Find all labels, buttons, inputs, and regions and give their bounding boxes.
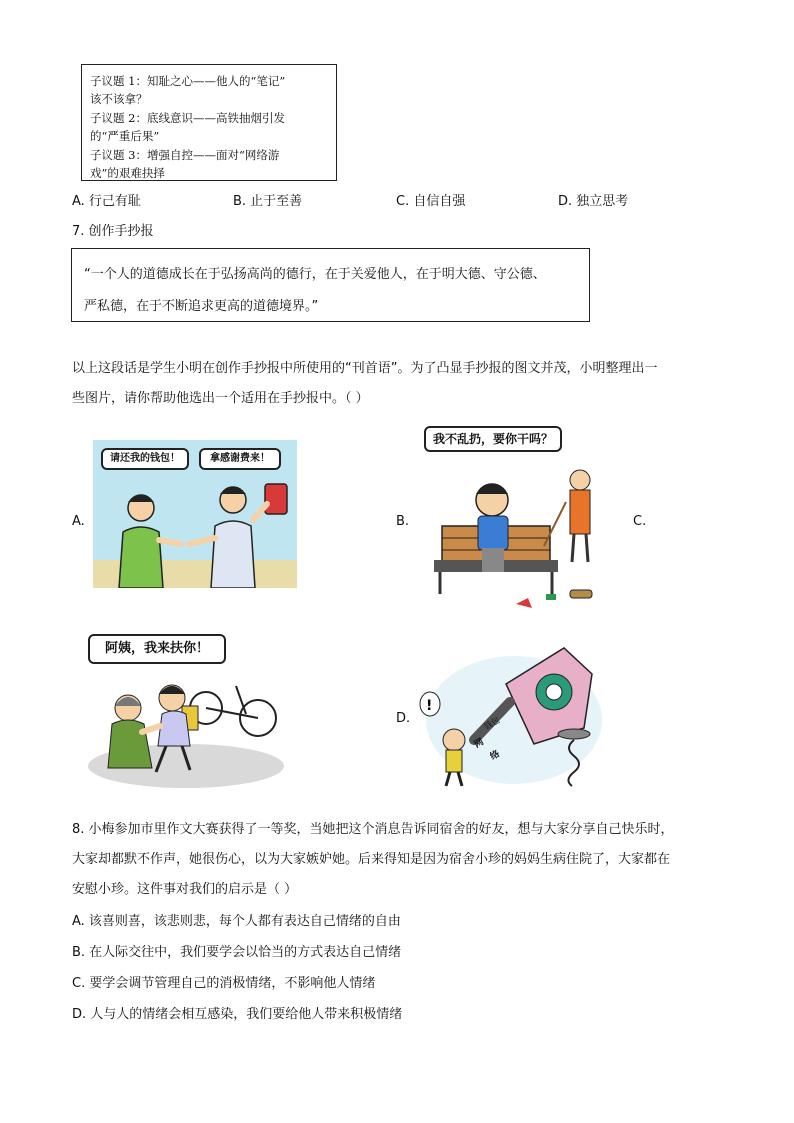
q7-title: 7. 创作手抄报 [72,224,154,239]
q8-option-c[interactable]: C. 要学会调节管理自己的消极情绪，不影响他人情绪 [72,976,376,991]
speech-bubble: 阿姨，我来扶你！ [88,634,226,664]
topic-line: 子议题 1：知耻之心——他人的“笔记” [90,74,286,88]
topic-line: 的“严重后果” [90,129,160,143]
q6-option-d[interactable]: D. 独立思考 [558,194,629,209]
q8-stem-line: 大家却都默不作声，她很伤心，以为大家嫉妒她。后来得知是因为宿舍小珍的妈妈生病住院了，大家都在 [72,852,671,867]
topic-line: 子议题 2：底线意识——高铁抽烟引发 [90,111,285,125]
speech-bubble: 我不乱扔，要你干吗？ [424,426,562,452]
q8-stem-line: 安慰小珍。这件事对我们的启示是（ ） [72,882,298,897]
sign-text: 钱包 [482,715,502,732]
sign-text: 网 [472,737,486,751]
sign-text: 络 [488,749,502,763]
quote-line: 严私德，在于不断追求更高的道德境界。” [84,299,319,314]
svg-text:!: ! [426,698,433,714]
q7-label-c[interactable]: C. [633,514,647,529]
picture-c-helping-elderly[interactable] [86,628,286,788]
q8-stem-line: 8. 小梅参加市里作文大赛获得了一等奖，当她把这个消息告诉同宿舍的好友，想与大家分享自己快乐时， [72,822,674,837]
q7-label-a[interactable]: A. [72,514,85,529]
quote-box [71,248,590,322]
q8-option-b[interactable]: B. 在人际交往中，我们要学会以恰当的方式表达自己情绪 [72,945,402,960]
picture-d-internet-game[interactable] [414,644,604,790]
topic-line: 戏”的艰难抉择 [90,166,165,180]
topic-line: 该不该拿？ [90,92,148,106]
picture-b-littering[interactable] [420,422,608,612]
picture-d-illustration [414,644,604,790]
q6-option-c[interactable]: C. 自信自强 [396,194,466,209]
q6-option-a[interactable]: A. 行己有耻 [72,194,141,209]
q7-label-b[interactable]: B. [396,514,410,529]
topic-line: 子议题 3：增强自控——面对“网络游 [90,148,280,162]
q7-stem-line: 些图片，请你帮助他选出一个适用在手抄报中。（ ） [72,391,369,406]
speech-bubble: 请还我的钱包！ [101,448,189,470]
q7-label-d[interactable]: D. [396,711,411,726]
q6-option-b[interactable]: B. 止于至善 [233,194,303,209]
picture-a-wallet-dispute[interactable] [93,440,297,588]
quote-line: “一个人的道德成长在于弘扬高尚的德行，在于关爱他人，在于明大德、守公德、 [84,267,546,282]
topic-box [81,64,337,181]
q8-option-d[interactable]: D. 人与人的情绪会相互感染，我们要给他人带来积极情绪 [72,1007,403,1022]
q8-option-a[interactable]: A. 该喜则喜，该悲则悲，每个人都有表达自己情绪的自由 [72,914,401,929]
q7-stem-line: 以上这段话是学生小明在创作手抄报中所使用的“刊首语”。为了凸显手抄报的图文并茂，小明整理出一 [72,361,658,376]
speech-bubble: 拿感谢费来！ [199,448,281,470]
